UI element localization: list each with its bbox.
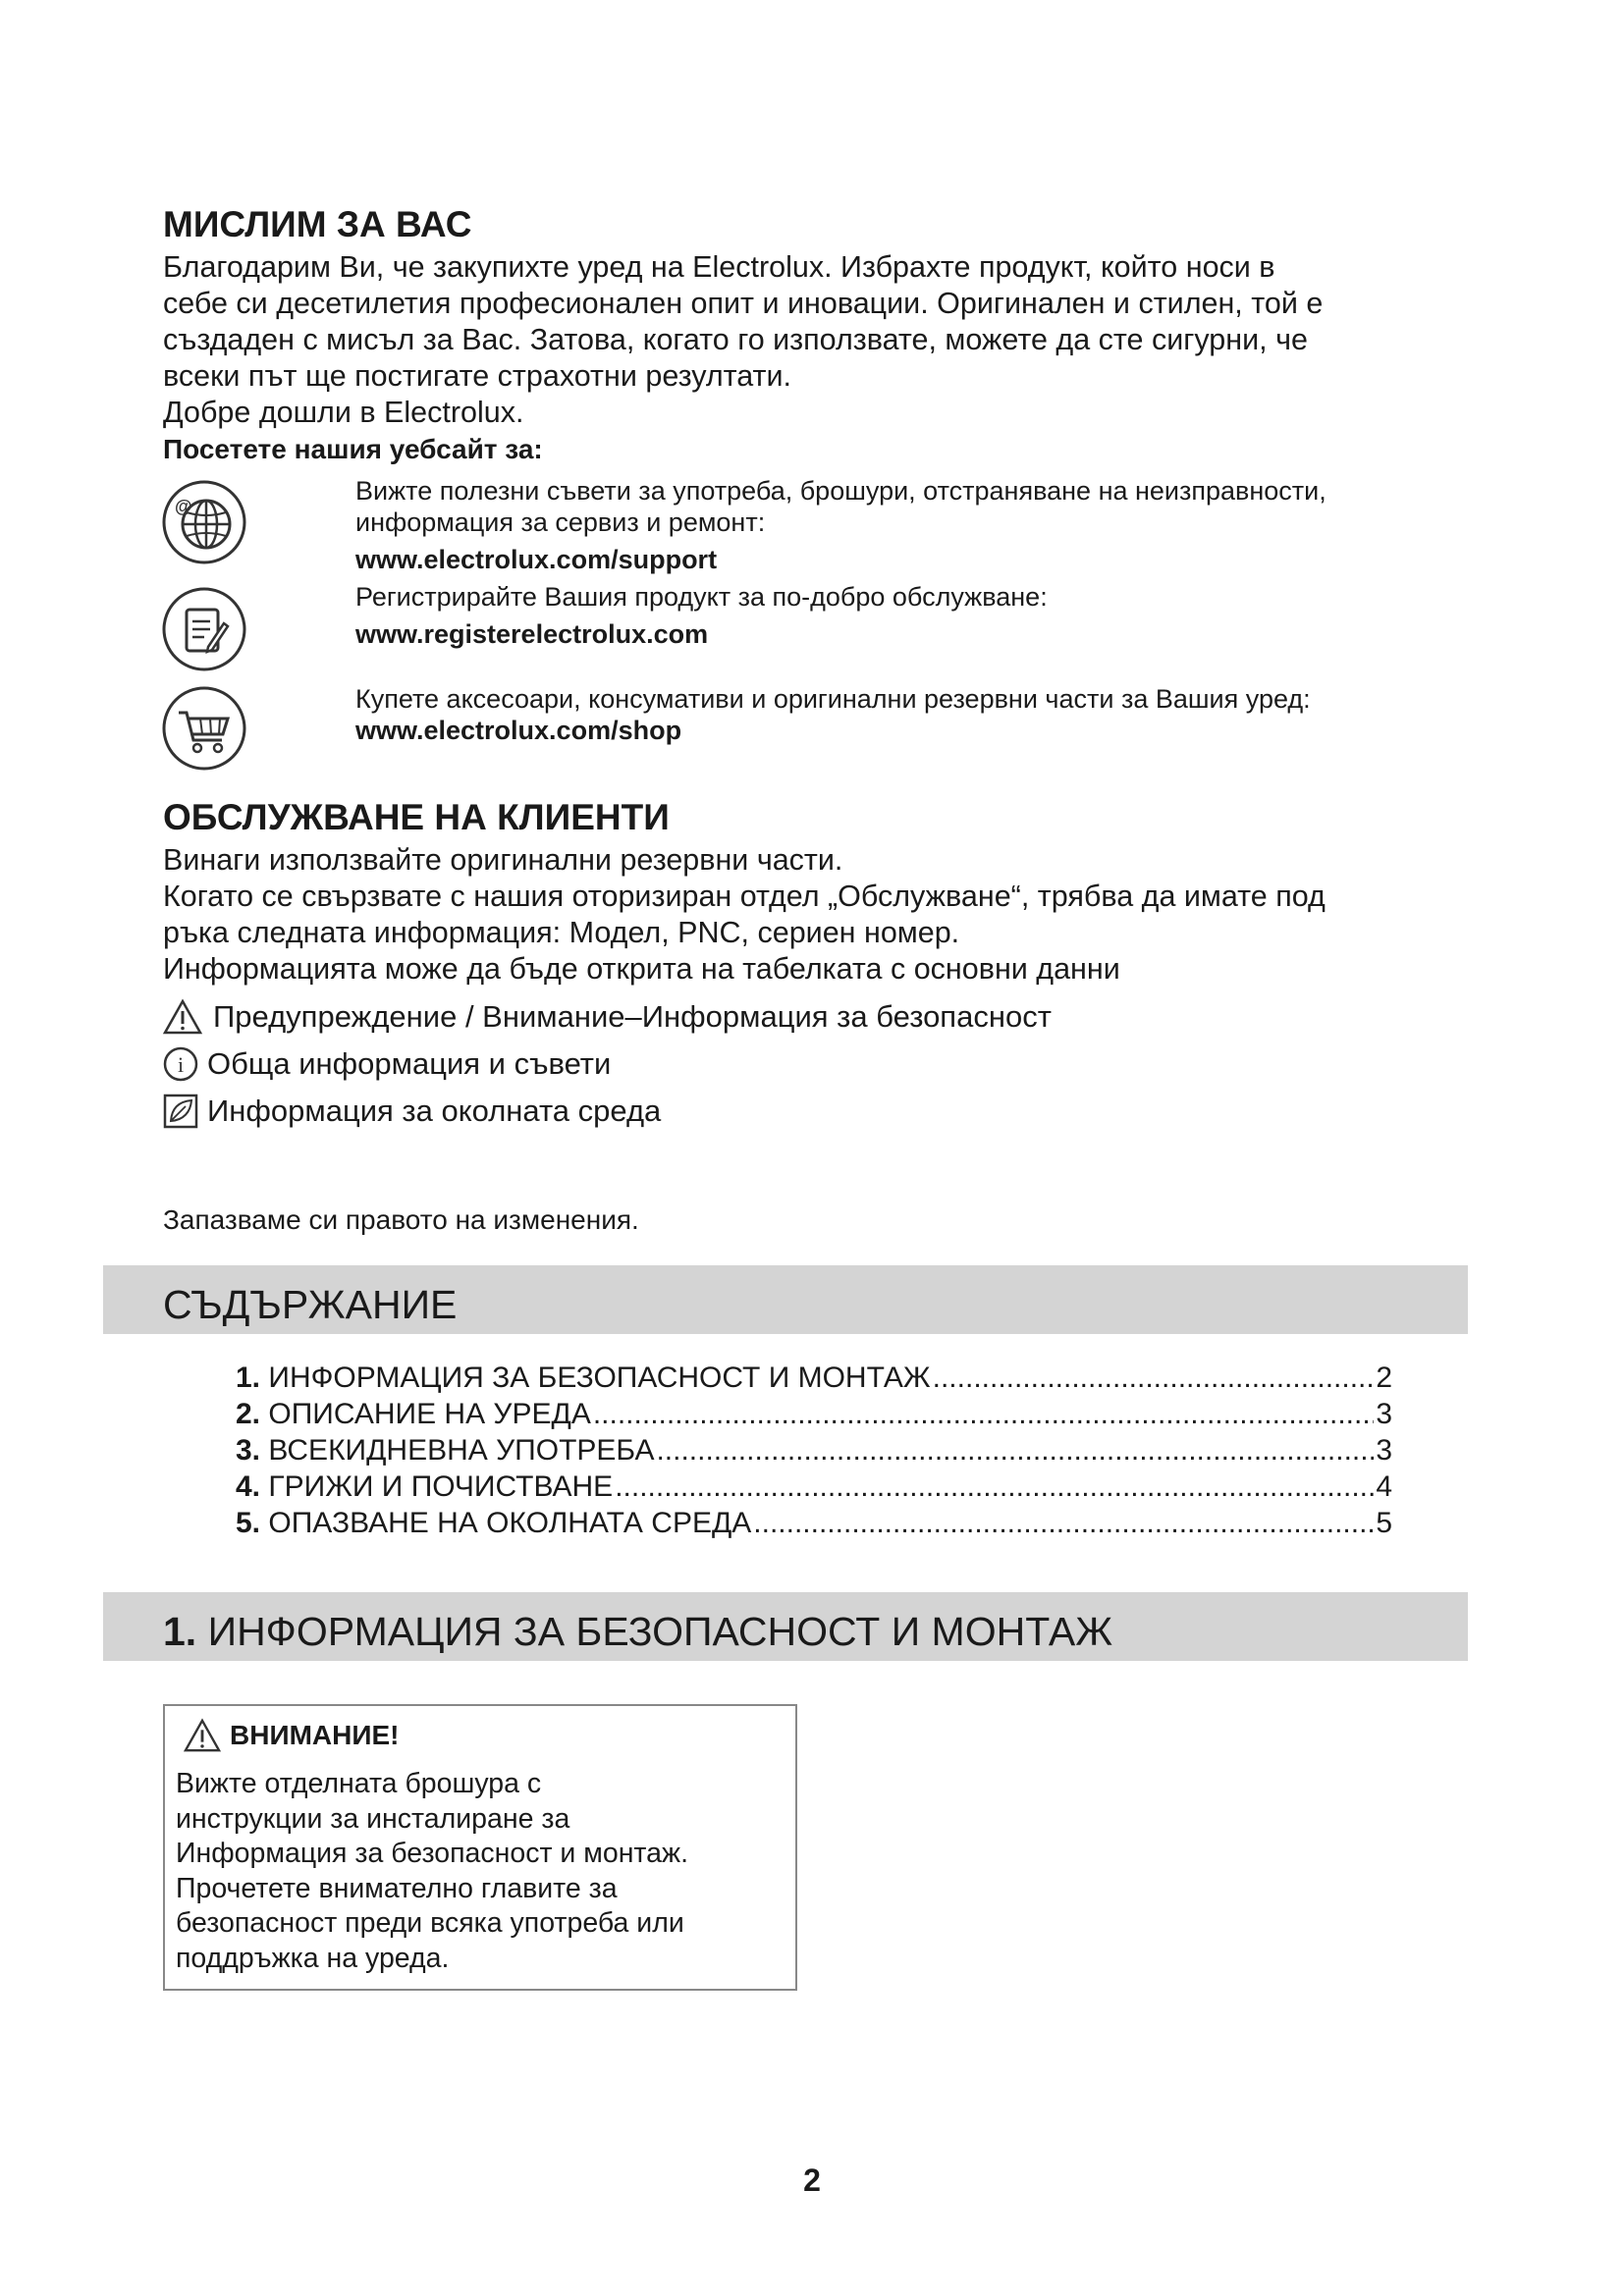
toc-item-number: 1.	[236, 1362, 261, 1394]
register-description: Регистрирайте Вашия продукт за по-добро обслужване:	[355, 582, 1048, 612]
info-icon	[162, 1045, 199, 1083]
warning-box-line: Информация за безопасност и монтаж.	[176, 1838, 689, 1869]
svg-text:@: @	[175, 497, 192, 516]
toc-item-title: ВСЕКИДНЕВНА УПОТРЕБА	[268, 1434, 655, 1467]
intro-line: Благодарим Ви, че закупихте уред на Electrolux. Избрахте продукт, който носи в	[163, 250, 1275, 284]
legend-warning-text: Предупреждение / Внимание–Информация за безопасност	[213, 999, 1052, 1034]
svg-text:i: i	[177, 1052, 185, 1077]
toc-dot-leader	[615, 1468, 1374, 1505]
shop-link-block	[355, 683, 1311, 746]
toc-item-page: 4	[1376, 1470, 1392, 1503]
care-line: Информацията може да бъде открита на табелката с основни данни	[163, 952, 1120, 986]
register-url-link[interactable]: www.registerelectrolux.com	[355, 619, 709, 649]
toc-dot-leader	[656, 1432, 1374, 1468]
chapter-title-text: ИНФОРМАЦИЯ ЗА БЕЗОПАСНОСТ И МОНТАЖ	[207, 1609, 1113, 1654]
toc-dot-leader	[753, 1505, 1374, 1541]
chapter-number: 1.	[163, 1609, 197, 1654]
toc-item-title: ОПИСАНИЕ НА УРЕДА	[268, 1398, 591, 1430]
toc-item-number: 2.	[236, 1398, 261, 1430]
register-icon	[161, 586, 247, 672]
shop-url-link[interactable]: www.electrolux.com/shop	[355, 716, 682, 745]
welcome-line: Добре дошли в Electrolux.	[163, 396, 524, 429]
toc-dot-leader	[593, 1396, 1374, 1432]
warning-icon	[183, 1718, 222, 1753]
visit-website-label: Посетете нашия уебсайт за:	[163, 434, 543, 464]
toc-item-number: 3.	[236, 1434, 261, 1467]
reserve-rights-note: Запазваме си правото на изменения.	[163, 1204, 639, 1235]
care-line: Когато се свързвате с нашия оторизиран отдел „Обслужване“, трябва да имате под	[163, 880, 1326, 913]
intro-line: създаден с мисъл за Вас. Затова, когато го използвате, можете да сте сигурни, че	[163, 323, 1308, 356]
legend-environment	[162, 1092, 661, 1131]
support-description: информация за сервиз и ремонт:	[355, 507, 766, 537]
toc-item-page: 3	[1376, 1434, 1392, 1467]
toc-item[interactable]	[236, 1396, 1392, 1432]
page-number: 2	[803, 2163, 821, 2198]
intro-paragraph	[163, 249, 1323, 467]
toc-item[interactable]	[236, 1360, 1392, 1396]
toc-item-page: 5	[1376, 1507, 1392, 1539]
warning-box-line: инструкции за инсталиране за	[176, 1802, 570, 1835]
toc-item-title: ГРИЖИ И ПОЧИСТВАНЕ	[268, 1470, 614, 1503]
table-of-contents	[236, 1360, 1392, 1541]
toc-item-page: 3	[1376, 1398, 1392, 1430]
toc-item-page: 2	[1376, 1362, 1392, 1394]
toc-dot-leader	[933, 1360, 1375, 1396]
warning-box-line: Вижте отделната брошура с	[176, 1768, 542, 1799]
intro-line: себе си десетилетия професионален опит и иновации. Оригинален и стилен, той е	[163, 287, 1324, 320]
toc-item-number: 5.	[236, 1507, 261, 1539]
toc-item[interactable]	[236, 1432, 1392, 1468]
care-line: ръка следната информация: Модел, PNC, сериен номер.	[163, 916, 960, 949]
customer-care-paragraph	[163, 842, 1326, 988]
warning-box-line: безопасност преди всяка употреба или	[176, 1907, 684, 1939]
chapter-title	[163, 1607, 1112, 1656]
toc-item-title: ОПАЗВАНЕ НА ОКОЛНАТА СРЕДА	[268, 1507, 752, 1539]
register-link-block	[355, 581, 1048, 650]
legend-environment-text: Информация за околната среда	[207, 1094, 662, 1128]
legend-warning	[162, 997, 1052, 1037]
support-description: Вижте полезни съвети за употреба, брошури, отстраняване на неизправности,	[355, 476, 1326, 506]
section-title-customer-care: ОБСЛУЖВАНЕ НА КЛИЕНТИ	[163, 797, 670, 837]
support-link-block	[355, 475, 1326, 575]
warning-box-line: поддръжка на уреда.	[176, 1942, 450, 1974]
shop-description: Купете аксесоари, консумативи и оригинални резервни части за Вашия уред:	[355, 684, 1311, 714]
warning-box	[163, 1704, 797, 1991]
toc-item-title: ИНФОРМАЦИЯ ЗА БЕЗОПАСНОСТ И МОНТАЖ	[268, 1362, 931, 1394]
globe-icon	[161, 479, 247, 565]
contents-title: СЪДЪРЖАНИЕ	[163, 1282, 458, 1327]
cart-icon	[161, 685, 247, 772]
leaf-icon	[162, 1093, 199, 1130]
toc-item-number: 4.	[236, 1470, 261, 1503]
warning-box-title: ВНИМАНИЕ!	[230, 1720, 400, 1750]
support-url-link[interactable]: www.electrolux.com/support	[355, 545, 718, 574]
warning-box-header	[183, 1718, 399, 1753]
toc-item[interactable]	[236, 1505, 1392, 1541]
legend-info-text: Обща информация и съвети	[207, 1046, 612, 1081]
warning-box-line: Прочетете внимателно главите за	[176, 1872, 618, 1904]
warning-icon	[162, 998, 203, 1036]
care-line: Винаги използвайте оригинални резервни части.	[163, 843, 843, 877]
warning-box-body	[176, 1767, 688, 1976]
intro-line: всеки път ще постигате страхотни резултати.	[163, 359, 792, 393]
legend-info	[162, 1044, 611, 1084]
toc-item[interactable]	[236, 1468, 1392, 1505]
section-title-thinking-of-you: МИСЛИМ ЗА ВАС	[163, 204, 472, 244]
